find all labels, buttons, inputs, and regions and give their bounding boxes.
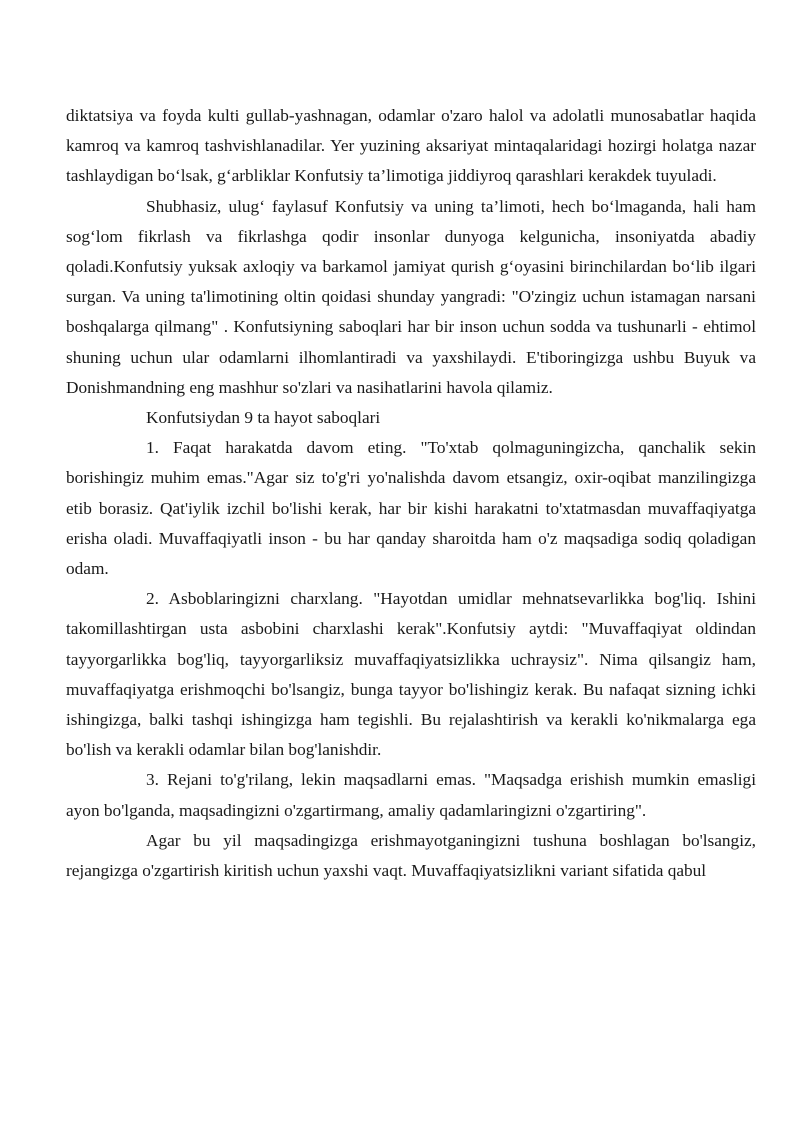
paragraph-confucius-legacy: Shubhasiz, ulugʻ faylasuf Konfutsiy va uning ta’limoti, hech bo‘lmaganda, hali ham sog‘lom fikrlash va fikrlashga qodir insonlar dunyoga kelgunicha, insoniyatda abadiy qoladi.Konfutsiy yuksak axloqiy va barkamol jamiyat qurish gʻoyasini birinchilardan bo‘lib ilgari surgan. Va uning ta'limotining oltin qoidasi shunday yangradi: "O'zingiz uchun istamagan narsani boshqalarga qilmang" . Konfutsiyning saboqlari har bir inson uchun sodda va tushunarli - ehtimol shuning uchun ular odamlarni ilhomlantiradi va yaxshilaydi. E'tiboringizga ushbu Buyuk va Donishmandning eng mashhur so'zlari va nasihatlarini havola qilamiz.	[66, 196, 756, 397]
paragraph-intro-continuation: diktatsiya va foyda kulti gullab-yashnagan, odamlar o'zaro halol va adolatli munosabatlar haqida kamroq va kamroq tashvishlanadilar. Yer yuzining aksariyat mintaqalaridagi hozirgi holatga nazar tashlaydigan bo‘lsak, g‘arbliklar Konfutsiy ta’limotiga jiddiyroq qarashlari kerakdek tuyuladi.	[66, 106, 756, 186]
section-heading-life-lessons: Konfutsiydan 9 ta hayot saboqlari	[146, 408, 381, 428]
paragraph-plan-adjust: Agar bu yil maqsadingizga erishmayotganingizni tushuna boshlagan bo'lsangiz, rejangizga o'zgartirish kiritish uchun yaxshi vaqt. Muvaffaqiyatsizlikni variant sifatida qabul	[66, 830, 756, 881]
paragraph-lesson-3: 3. Rejani to'g'rilang, lekin maqsadlarni emas. "Maqsadga erishish mumkin emasligi ayon bo'lganda, maqsadingizni o'zgartirmang, amaliy qadamlaringizni o'zgartiring".	[66, 770, 756, 820]
paragraph-lesson-2: 2. Asboblaringizni charxlang. "Hayotdan umidlar mehnatsevarlikka bog'liq. Ishini takomillashtirgan usta asbobini charxlashi kerak".Konfutsiy aytdi: "Muvaffaqiyat oldindan tayyorgarlikka bog'liq, tayyorgarliksiz muvaffaqiyatsizlikka uchraysiz". Nima qilsangiz ham, muvaffaqiyatga erishmoqchi bo'lsangiz, bunga tayyor bo'lishingiz kerak. Bu nafaqat sizning ichki ishingizga, balki tashqi ishingizga ham tegishli. Bu rejalashtirish va kerakli ko'nikmalarga ega bo'lish va kerakli odamlar bilan bog'lanishdir.	[66, 589, 756, 760]
paragraph-lesson-1: 1. Faqat harakatda davom eting. "To'xtab qolmaguningizcha, qanchalik sekin borishingiz muhim emas."Agar siz to'g'ri yo'nalishda davom etsangiz, oxir-oqibat manzilingizga etib borasiz. Qat'iylik izchil bo'lishi kerak, har bir kishi harakatni to'xtatmasdan muvaffaqiyatga erisha oladi. Muvaffaqiyatli inson - bu har qanday sharoitda ham o'z maqsadiga sodiq qoladigan odam.	[66, 438, 756, 579]
document-page	[66, 101, 756, 886]
